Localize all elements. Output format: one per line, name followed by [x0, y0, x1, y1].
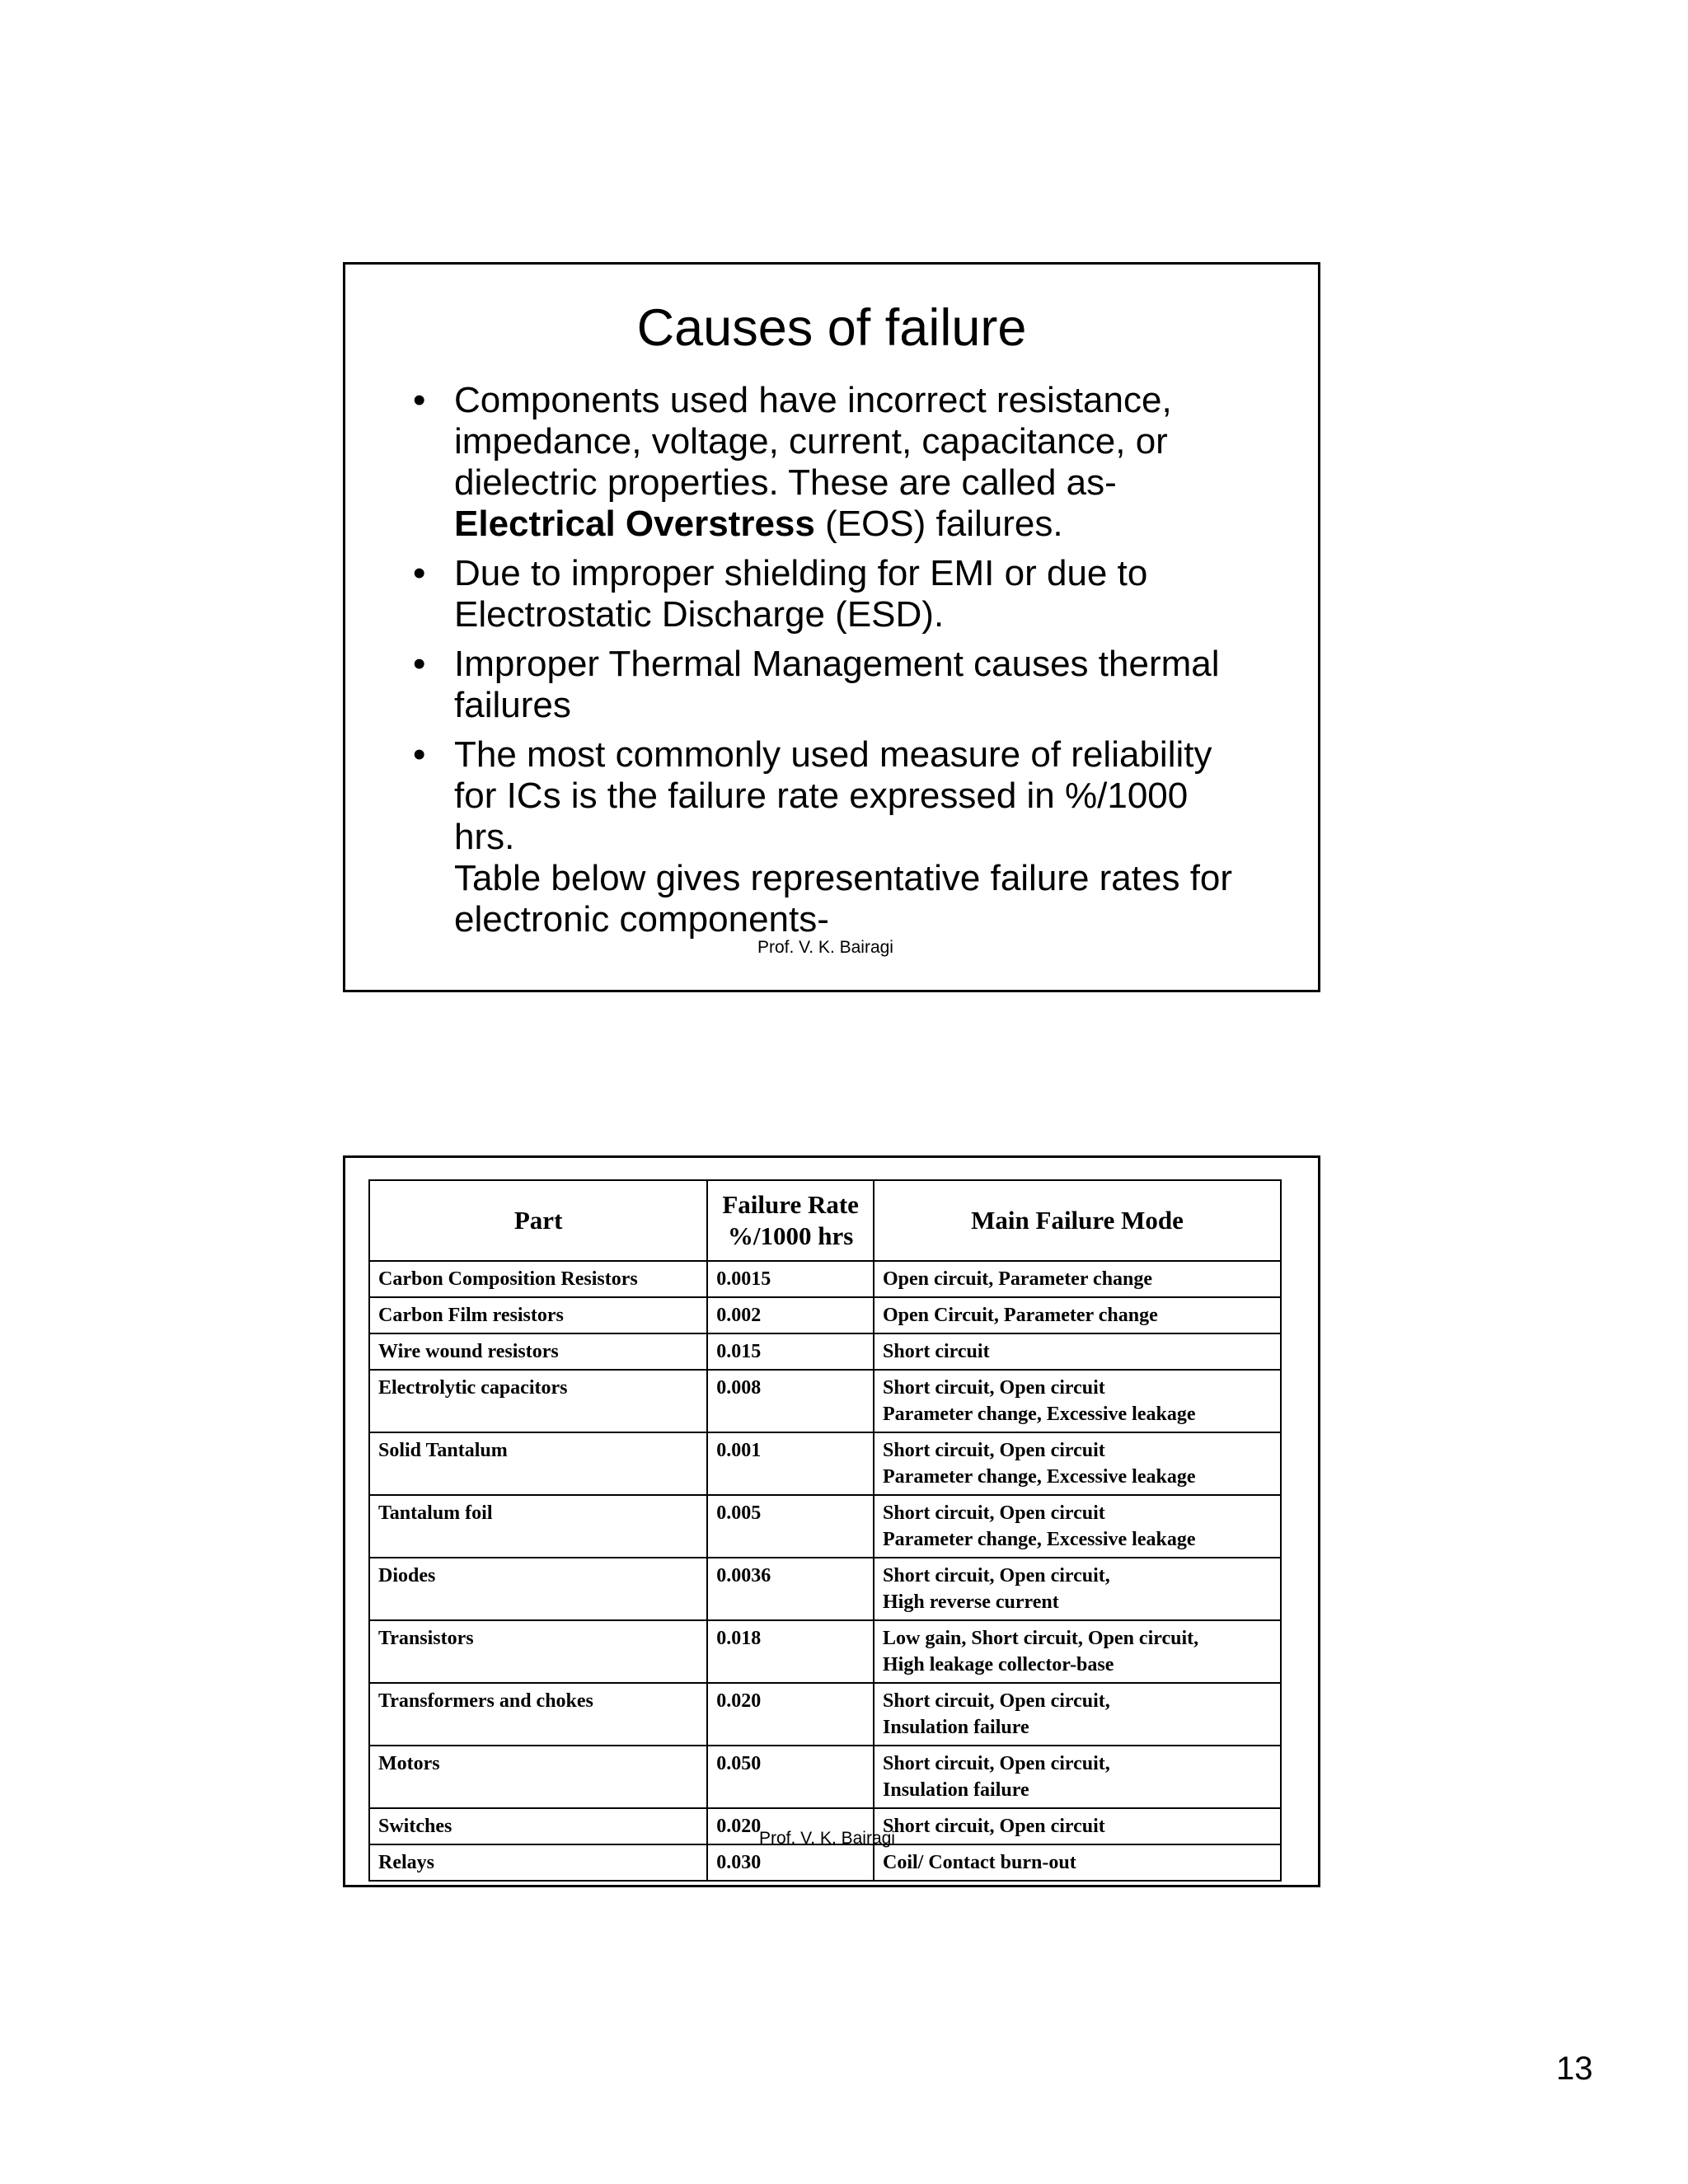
slide-title: Causes of failure — [636, 299, 1027, 357]
cell-failure-rate: 0.020 — [707, 1683, 874, 1746]
cell-part: Switches — [369, 1808, 707, 1844]
bullet-line: dielectric properties. These are called as- — [454, 462, 1117, 503]
cell-failure-rate: 0.005 — [707, 1495, 874, 1558]
bullet-item — [403, 553, 1293, 635]
slide-footer: Prof. V. K. Bairagi — [759, 1829, 895, 1848]
cell-failure-mode: Short circuit, Open circuit — [874, 1808, 1281, 1844]
cell-failure-rate: 0.001 — [707, 1432, 874, 1495]
bullet-line: failures — [454, 685, 571, 725]
bullet-line: electronic components- — [454, 899, 829, 940]
header-failure-rate-text: Failure Rate %/1000 hrs — [722, 1190, 859, 1250]
cell-failure-mode: Open Circuit, Parameter change — [874, 1297, 1281, 1333]
table-row — [369, 1620, 1281, 1683]
bullet-line: Electrostatic Discharge (ESD). — [454, 594, 945, 635]
bullet-line: for ICs is the failure rate expressed in %/1000 — [454, 776, 1189, 816]
table-header-row — [369, 1180, 1281, 1261]
table-body — [369, 1261, 1281, 1881]
table-row — [369, 1370, 1281, 1432]
bullet-line: (EOS) failures. — [814, 504, 1063, 544]
header-failure-mode: Main Failure Mode — [874, 1180, 1281, 1261]
cell-failure-rate: 0.0015 — [707, 1261, 874, 1297]
cell-part: Relays — [369, 1844, 707, 1881]
cell-failure-mode: Short circuit, Open circuit, High reverse current — [874, 1558, 1281, 1620]
bullet-item — [403, 644, 1293, 726]
cell-failure-mode: Short circuit, Open circuit, Insulation failure — [874, 1683, 1281, 1746]
bullet-line: Improper Thermal Management causes thermal — [454, 644, 1220, 684]
cell-failure-mode: Short circuit, Open circuit Parameter change, Excessive leakage — [874, 1432, 1281, 1495]
cell-failure-mode: Coil/ Contact burn-out — [874, 1844, 1281, 1881]
cell-part: Transistors — [369, 1620, 707, 1683]
bullet-line: Components used have incorrect resistance, — [454, 380, 1172, 420]
cell-part: Motors — [369, 1746, 707, 1808]
cell-failure-rate: 0.008 — [707, 1370, 874, 1432]
cell-part: Tantalum foil — [369, 1495, 707, 1558]
cell-part: Carbon Composition Resistors — [369, 1261, 707, 1297]
cell-failure-mode: Short circuit — [874, 1333, 1281, 1370]
bullet-line: hrs. — [454, 817, 515, 857]
cell-failure-mode: Short circuit, Open circuit Parameter change, Excessive leakage — [874, 1370, 1281, 1432]
cell-part: Carbon Film resistors — [369, 1297, 707, 1333]
bullet-line: The most commonly used measure of reliability — [454, 734, 1212, 775]
table-row — [369, 1683, 1281, 1746]
page-number: 13 — [1556, 2050, 1593, 2087]
cell-failure-rate: 0.050 — [707, 1746, 874, 1808]
cell-failure-rate: 0.018 — [707, 1620, 874, 1683]
bullet-item — [403, 734, 1293, 940]
cell-part: Diodes — [369, 1558, 707, 1620]
bullet-line: impedance, voltage, current, capacitance, or — [454, 421, 1168, 462]
bullet-dot-icon: • — [413, 380, 426, 420]
cell-failure-mode: Short circuit, Open circuit, Insulation failure — [874, 1746, 1281, 1808]
cell-failure-rate: 0.0036 — [707, 1558, 874, 1620]
bullet-list — [403, 380, 1293, 949]
cell-part: Wire wound resistors — [369, 1333, 707, 1370]
bullet-line: Table below gives representative failure rates for — [454, 858, 1233, 898]
cell-failure-mode: Open circuit, Parameter change — [874, 1261, 1281, 1297]
table-row — [369, 1558, 1281, 1620]
table-row — [369, 1432, 1281, 1495]
cell-part: Electrolytic capacitors — [369, 1370, 707, 1432]
bullet-bold-term: Electrical Overstress — [454, 504, 815, 544]
slide-causes-of-failure — [343, 262, 1320, 992]
bullet-dot-icon: • — [413, 644, 426, 684]
table-row — [369, 1297, 1281, 1333]
cell-failure-rate: 0.002 — [707, 1297, 874, 1333]
cell-part: Solid Tantalum — [369, 1432, 707, 1495]
header-failure-rate — [707, 1180, 874, 1261]
table-row — [369, 1495, 1281, 1558]
bullet-item — [403, 380, 1293, 545]
cell-failure-rate: 0.020 — [707, 1808, 874, 1844]
header-part: Part — [369, 1180, 707, 1261]
bullet-dot-icon: • — [413, 734, 426, 775]
cell-part: Transformers and chokes — [369, 1683, 707, 1746]
cell-failure-rate: 0.030 — [707, 1844, 874, 1881]
table-row — [369, 1261, 1281, 1297]
failure-rate-table — [368, 1179, 1282, 1882]
table-row — [369, 1746, 1281, 1808]
bullet-line: Due to improper shielding for EMI or due to — [454, 553, 1148, 593]
slide-failure-rate-table — [343, 1155, 1320, 1887]
table-row — [369, 1844, 1281, 1881]
table-row — [369, 1333, 1281, 1370]
bullet-dot-icon: • — [413, 553, 426, 593]
slide-footer: Prof. V. K. Bairagi — [757, 938, 893, 957]
cell-failure-mode: Low gain, Short circuit, Open circuit, High leakage collector-base — [874, 1620, 1281, 1683]
cell-failure-mode: Short circuit, Open circuit Parameter change, Excessive leakage — [874, 1495, 1281, 1558]
cell-failure-rate: 0.015 — [707, 1333, 874, 1370]
